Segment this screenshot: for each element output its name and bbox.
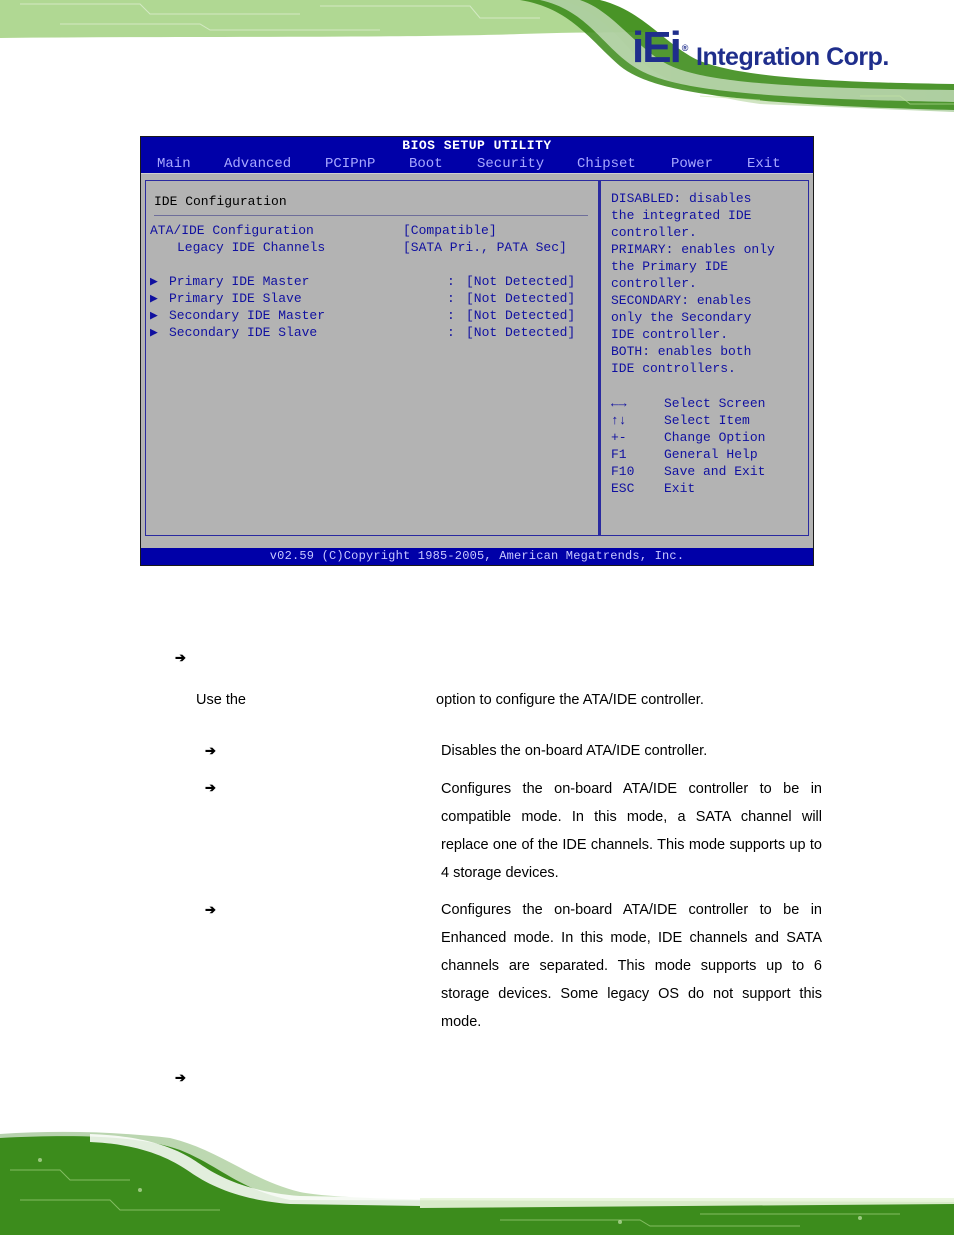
bios-device-value: [Not Detected] [466, 274, 576, 289]
bios-menu-exit[interactable]: Exit [747, 156, 781, 172]
bios-key-action: Exit [664, 481, 696, 496]
bios-key-action: Change Option [664, 430, 766, 445]
bios-help-line: BOTH: enables both [611, 344, 752, 359]
bios-device-sep: : [447, 291, 455, 306]
bios-legacy-ide-value[interactable]: [SATA Pri., PATA Sec] [403, 240, 567, 255]
option-arrow-icon: ➔ [205, 743, 216, 758]
intro-prefix: Use the [196, 692, 246, 708]
bios-help-line: only the Secondary [611, 310, 752, 325]
bios-key-action: General Help [664, 447, 758, 462]
submenu-arrow-icon: ▶ [150, 325, 158, 340]
bios-title: BIOS SETUP UTILITY [141, 137, 813, 154]
intro-suffix: option to configure the ATA/IDE controller. [436, 692, 704, 708]
bios-device-label: Primary IDE Slave [169, 291, 302, 306]
bios-help-line: controller. [611, 225, 697, 240]
bios-key-action: Select Item [664, 413, 750, 428]
bios-key-esc: ESC [611, 481, 635, 496]
bios-help-line: the Primary IDE [611, 259, 729, 274]
company-logo [632, 23, 922, 72]
bios-device-sep: : [447, 308, 455, 323]
bios-help-line: PRIMARY: enables only [611, 242, 775, 257]
option-arrow-icon: ➔ [205, 780, 216, 795]
bios-help-line: IDE controllers. [611, 361, 736, 376]
submenu-arrow-icon: ▶ [150, 274, 158, 289]
bios-menu-bar [141, 154, 813, 174]
logo-mark: iEi ® [632, 23, 689, 72]
bios-menu-chipset[interactable]: Chipset [577, 156, 636, 172]
bios-device-value: [Not Detected] [466, 291, 576, 306]
bios-device-sep: : [447, 274, 455, 289]
bios-ata-ide-config-value[interactable]: [Compatible] [403, 223, 497, 238]
bios-help-line: DISABLED: disables [611, 191, 752, 206]
bios-ata-ide-config-label[interactable]: ATA/IDE Configuration [150, 223, 314, 238]
page-footer [0, 1130, 954, 1235]
bios-device-label: Primary IDE Master [169, 274, 310, 289]
bios-device-label: Secondary IDE Slave [169, 325, 318, 340]
bullet-arrow-icon: ➔ [175, 650, 186, 665]
bios-key-plus-minus: +- [611, 430, 627, 445]
bios-key-f10: F10 [611, 464, 635, 479]
option-arrow-icon: ➔ [205, 902, 216, 917]
logo-text: Integration Corp. [696, 43, 889, 71]
submenu-arrow-icon: ▶ [150, 308, 158, 323]
bios-menu-main[interactable]: Main [157, 156, 191, 172]
bios-settings-panel [145, 180, 599, 536]
bios-device-sep: : [447, 325, 455, 340]
footer-circuit-graphic [0, 1130, 954, 1235]
bios-help-line: the integrated IDE [611, 208, 752, 223]
bios-device-label: Secondary IDE Master [169, 308, 326, 323]
bios-screenshot [140, 136, 814, 566]
bios-menu-boot[interactable]: Boot [409, 156, 443, 172]
page-header [0, 0, 954, 112]
option-description: Configures the on-board ATA/IDE controller to be in compatible mode. In this mode, a SATA channel will replace one of the IDE channels. This mode supports up to 4 storage devices. [441, 781, 822, 881]
bios-copyright: v02.59 (C)Copyright 1985-2005, American Megatrends, Inc. [141, 548, 813, 565]
bios-help-line: SECONDARY: enables [611, 293, 752, 308]
bios-legacy-ide-label[interactable]: Legacy IDE Channels [177, 240, 326, 255]
bios-menu-security[interactable]: Security [477, 156, 545, 172]
bios-menu-advanced[interactable]: Advanced [224, 156, 292, 172]
submenu-arrow-icon: ▶ [150, 291, 158, 306]
bios-menu-power[interactable]: Power [671, 156, 714, 172]
bullet-arrow-icon: ➔ [175, 1070, 186, 1085]
option-description: Configures the on-board ATA/IDE controller to be in Enhanced mode. In this mode, IDE channels and SATA channels are separated. This mode supports up to 6 storage devices. Some legacy OS do not support this mode. [441, 902, 822, 1030]
bios-device-value: [Not Detected] [466, 325, 576, 340]
bios-separator [154, 215, 588, 216]
bios-key-arrows-lr: ←→ [611, 396, 627, 411]
bios-help-panel [599, 180, 809, 536]
bios-key-action: Save and Exit [664, 464, 766, 479]
bios-key-f1: F1 [611, 447, 627, 462]
bios-device-value: [Not Detected] [466, 308, 576, 323]
bios-help-line: controller. [611, 276, 697, 291]
bios-key-arrows-ud: ↑↓ [611, 413, 627, 428]
bios-section-title: IDE Configuration [154, 194, 287, 209]
option-description: Disables the on-board ATA/IDE controller. [441, 743, 708, 759]
bios-menu-pcipnp[interactable]: PCIPnP [325, 156, 376, 172]
bios-key-action: Select Screen [664, 396, 766, 411]
bios-help-line: IDE controller. [611, 327, 729, 342]
